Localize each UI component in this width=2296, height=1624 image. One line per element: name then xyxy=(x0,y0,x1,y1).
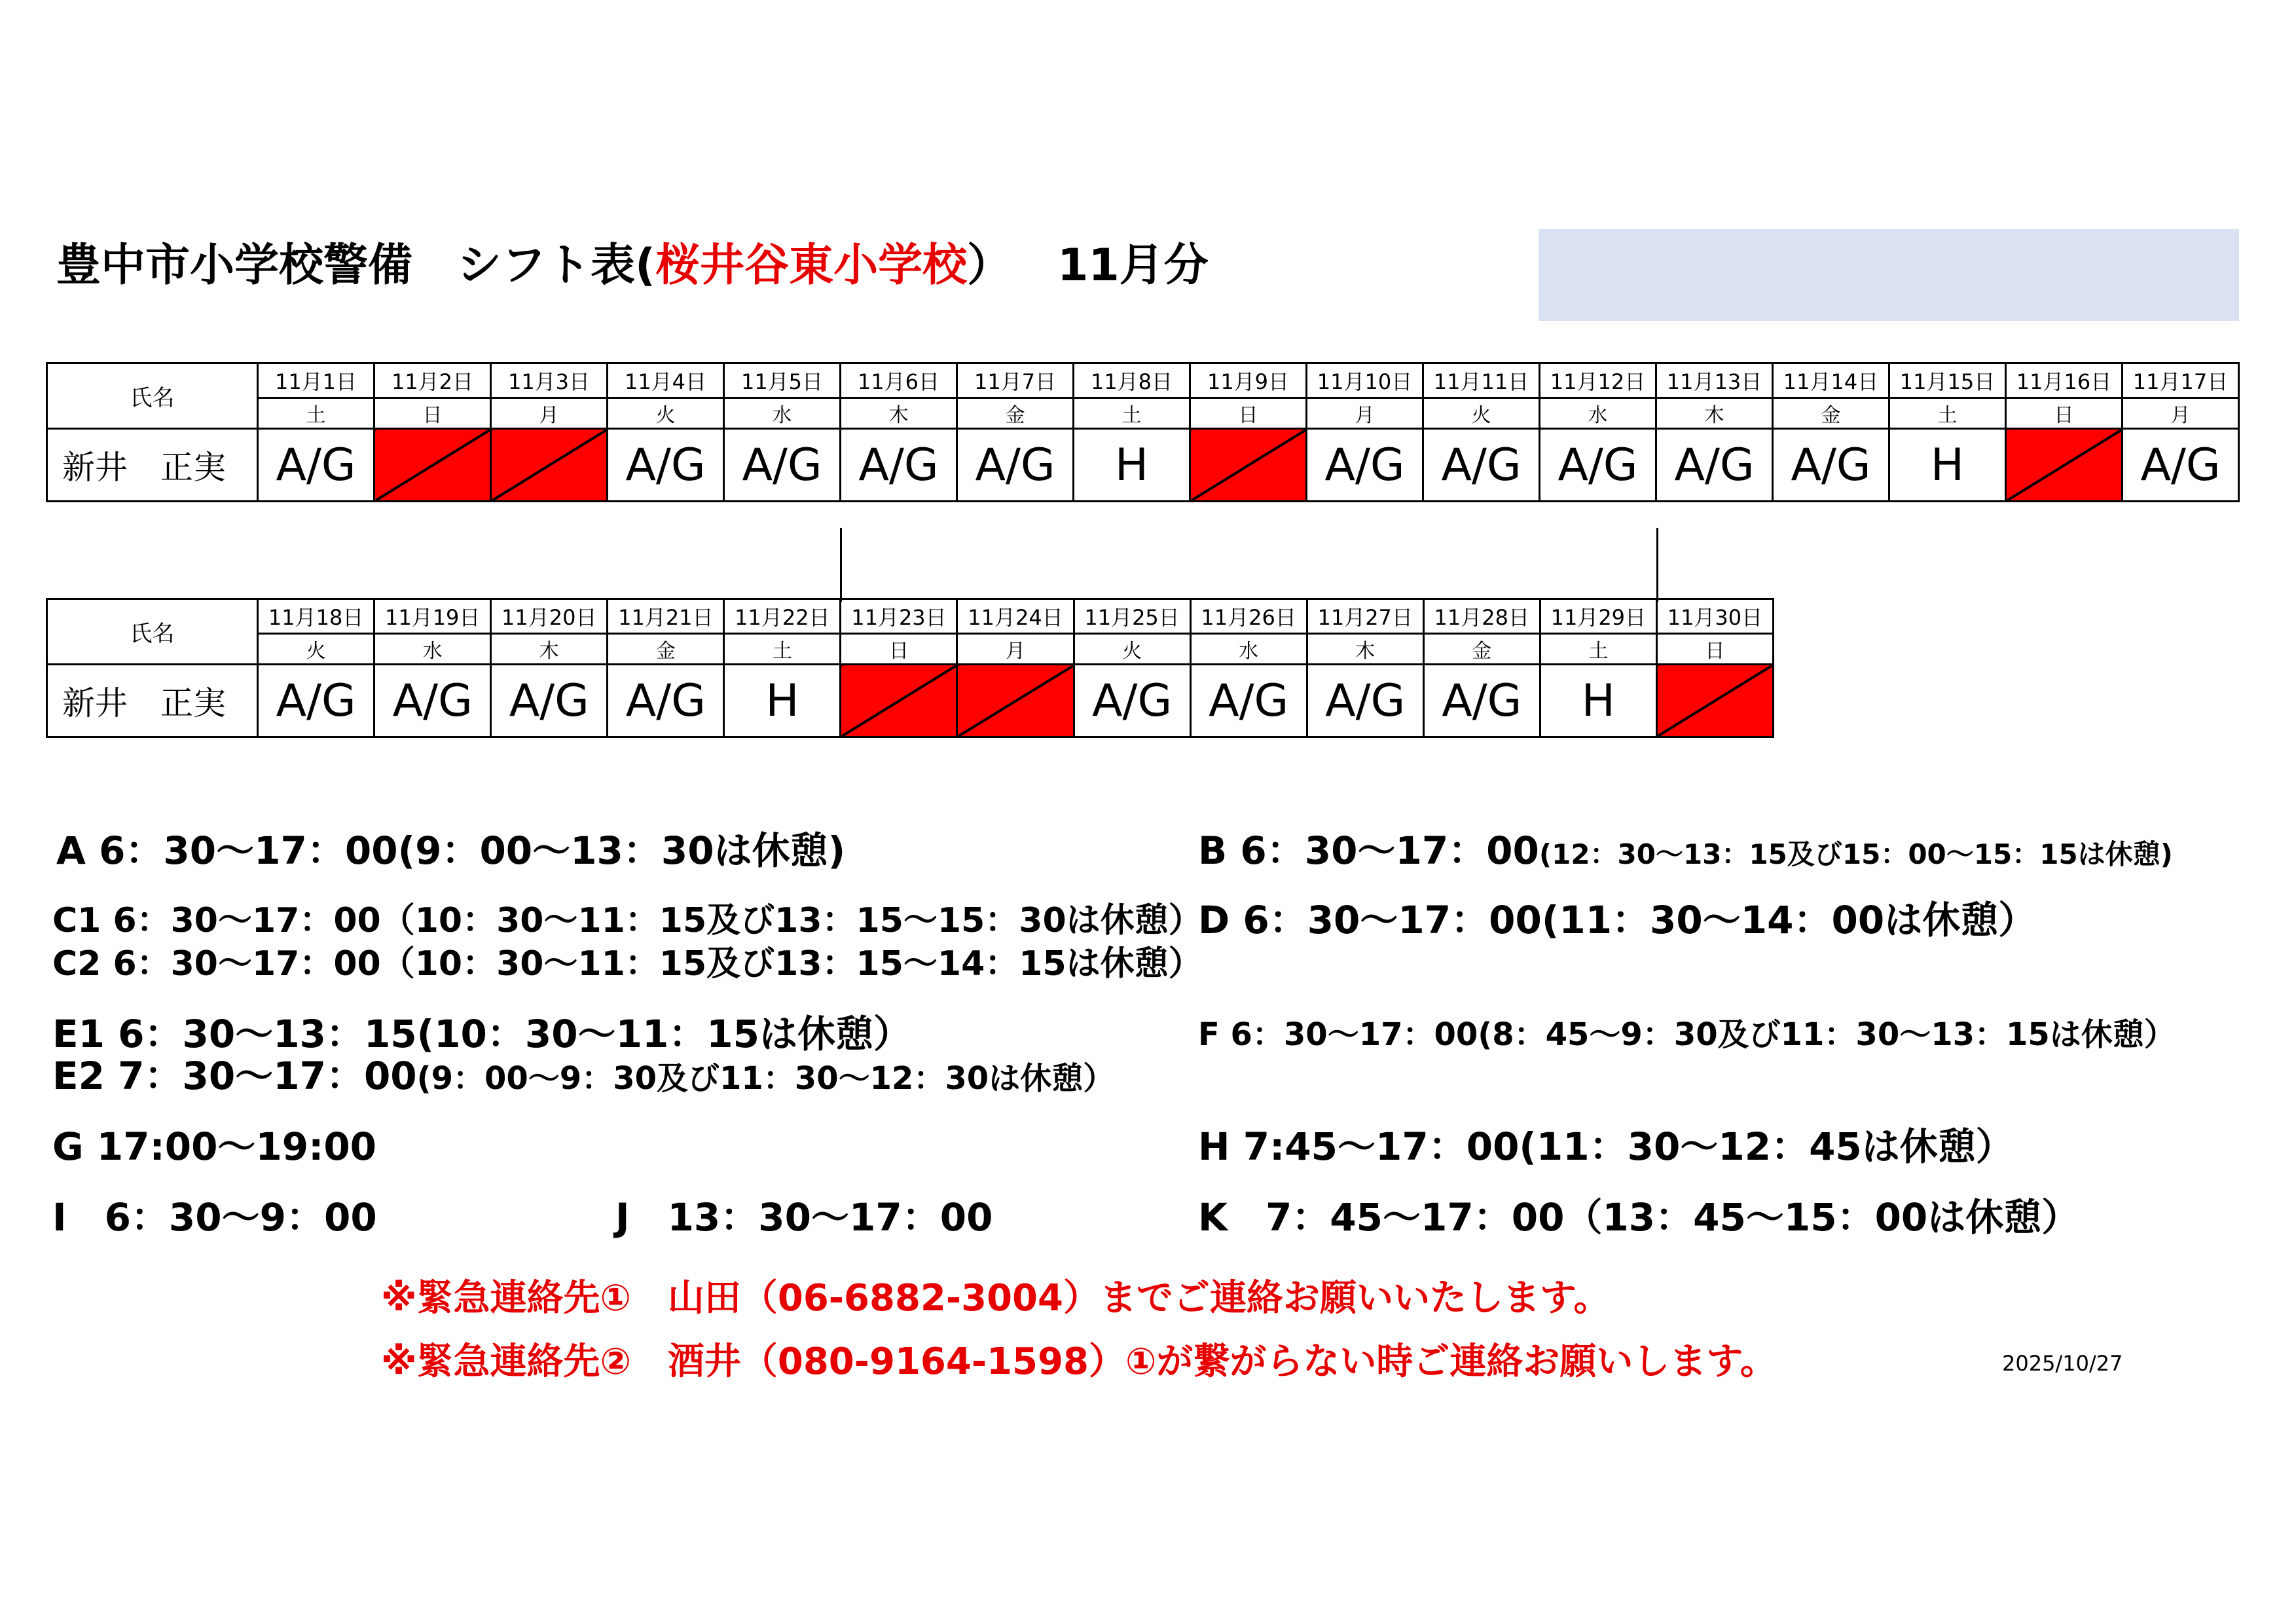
shift-cell: A/G xyxy=(1540,429,1656,502)
title-suffix: ） xyxy=(967,240,1012,291)
weekday-header: 金 xyxy=(957,398,1074,429)
shift-table-second-half xyxy=(46,598,1774,738)
weekday-header: 木 xyxy=(1656,398,1773,429)
date-header: 11月26日 xyxy=(1190,599,1307,634)
date-header: 11月25日 xyxy=(1074,599,1190,634)
shift-cell: H xyxy=(1540,665,1656,737)
shift-cell: A/G xyxy=(491,665,608,737)
date-header: 11月11日 xyxy=(1423,363,1540,398)
legend-e1: E1 6：30～13：15(10：30～11：15は休憩） xyxy=(52,1012,912,1056)
person-name: 新井 正実 xyxy=(47,665,258,737)
day-off-cell xyxy=(1656,665,1773,737)
weekday-header: 金 xyxy=(1423,634,1540,665)
day-off-cell xyxy=(957,665,1074,737)
weekday-header: 水 xyxy=(1190,634,1307,665)
shift-cell: A/G xyxy=(258,665,374,737)
weekday-header: 日 xyxy=(1656,634,1773,665)
weekday-header: 月 xyxy=(491,398,608,429)
date-header: 11月19日 xyxy=(374,599,491,634)
weekday-header: 日 xyxy=(1190,398,1307,429)
connector-line-right xyxy=(1656,528,1658,602)
shift-cell: H xyxy=(1889,429,2006,502)
legend-f: F 6：30～17：00(8：45～9：30及び11：30～13：15は休憩） xyxy=(1198,1016,2176,1053)
legend-b xyxy=(1198,828,2173,873)
date-header: 11月7日 xyxy=(957,363,1074,398)
date-header: 11月18日 xyxy=(258,599,374,634)
weekday-header: 日 xyxy=(841,634,957,665)
school-name: 桜井谷東小学校 xyxy=(655,240,968,291)
legend-d: D 6：30～17：00(11：30～14：00は休憩） xyxy=(1198,898,2037,942)
date-header: 11月15日 xyxy=(1889,363,2006,398)
weekday-header: 金 xyxy=(1773,398,1889,429)
date-header: 11月6日 xyxy=(841,363,957,398)
issue-date: 2025/10/27 xyxy=(2002,1351,2123,1376)
legend-e2-main: E2 7：30～17：00 xyxy=(52,1054,417,1098)
shift-cell: A/G xyxy=(1190,665,1307,737)
day-off-cell xyxy=(1190,429,1307,502)
page-title xyxy=(56,240,1209,291)
shift-cell: A/G xyxy=(258,429,374,502)
weekday-header: 土 xyxy=(1540,634,1656,665)
legend-e2 xyxy=(52,1054,1115,1098)
date-header: 11月5日 xyxy=(724,363,841,398)
shift-cell: A/G xyxy=(608,665,724,737)
day-off-cell xyxy=(374,429,491,502)
date-header: 11月16日 xyxy=(2006,363,2123,398)
shift-cell: A/G xyxy=(957,429,1074,502)
legend-c1: C1 6：30～17：00（10：30～11：15及び13：15～15：30は休憩） xyxy=(52,901,1203,940)
shift-cell: A/G xyxy=(724,429,841,502)
weekday-header: 日 xyxy=(374,398,491,429)
legend-g: G 17:00～19:00 xyxy=(52,1124,377,1169)
day-off-cell xyxy=(2006,429,2123,502)
name-header: 氏名 xyxy=(47,363,258,429)
weekday-header: 月 xyxy=(1307,398,1423,429)
date-header: 11月8日 xyxy=(1074,363,1190,398)
shift-cell: A/G xyxy=(1773,429,1889,502)
person-name: 新井 正実 xyxy=(47,429,258,502)
date-header: 11月14日 xyxy=(1773,363,1889,398)
shift-cell: A/G xyxy=(1656,429,1773,502)
date-header: 11月9日 xyxy=(1190,363,1307,398)
weekday-header: 火 xyxy=(1074,634,1190,665)
emergency-contact-1: ※緊急連絡先① 山田（06-6882-3004）までご連絡お願いいたします。 xyxy=(381,1277,1611,1320)
shift-cell: A/G xyxy=(841,429,957,502)
shift-cell: A/G xyxy=(1423,665,1540,737)
emergency-contact-2: ※緊急連絡先② 酒井（080-9164-1598）①が繋がらない時ご連絡お願いします。 xyxy=(381,1340,1777,1383)
legend-b-main: B 6：30～17：00 xyxy=(1198,828,1539,873)
shift-cell: A/G xyxy=(1074,665,1190,737)
legend-e2-note: (9：00～9：30及び11：30～12：30は休憩） xyxy=(416,1060,1115,1097)
connector-line-left xyxy=(840,528,842,602)
name-header: 氏名 xyxy=(47,599,258,665)
legend-a: A 6：30～17：00(9：00～13：30は休憩) xyxy=(56,828,846,873)
legend-j: J 13：30～17：00 xyxy=(615,1195,993,1240)
weekday-header: 水 xyxy=(724,398,841,429)
weekday-header: 火 xyxy=(258,634,374,665)
shift-cell: A/G xyxy=(374,665,491,737)
date-header: 11月29日 xyxy=(1540,599,1656,634)
date-header: 11月2日 xyxy=(374,363,491,398)
date-header: 11月28日 xyxy=(1423,599,1540,634)
weekday-header: 木 xyxy=(1307,634,1423,665)
weekday-header: 木 xyxy=(841,398,957,429)
legend-h: H 7:45～17：00(11：30～12：45は休憩） xyxy=(1198,1124,2014,1169)
legend-k: K 7：45～17：00（13：45～15：00は休憩） xyxy=(1198,1195,2080,1240)
blank-header-box xyxy=(1539,229,2239,321)
date-header: 11月1日 xyxy=(258,363,374,398)
shift-cell: A/G xyxy=(1423,429,1540,502)
day-off-cell xyxy=(841,665,957,737)
weekday-header: 土 xyxy=(1889,398,2006,429)
date-header: 11月17日 xyxy=(2123,363,2239,398)
legend-b-note: (12：30～13：15及び15：00～15：15は休憩) xyxy=(1539,838,2173,870)
title-prefix: 豊中市小学校警備 シフト表( xyxy=(56,240,656,291)
date-header: 11月22日 xyxy=(724,599,841,634)
weekday-header: 月 xyxy=(2123,398,2239,429)
date-header: 11月21日 xyxy=(608,599,724,634)
legend-c2: C2 6：30～17：00（10：30～11：15及び13：15～14：15は休憩） xyxy=(52,944,1203,984)
date-header: 11月10日 xyxy=(1307,363,1423,398)
weekday-header: 水 xyxy=(374,634,491,665)
weekday-header: 土 xyxy=(258,398,374,429)
date-header: 11月24日 xyxy=(957,599,1074,634)
weekday-header: 火 xyxy=(608,398,724,429)
shift-cell: A/G xyxy=(1307,665,1423,737)
day-off-cell xyxy=(491,429,608,502)
date-header: 11月27日 xyxy=(1307,599,1423,634)
title-month: 11月分 xyxy=(1057,240,1209,291)
weekday-header: 日 xyxy=(2006,398,2123,429)
weekday-header: 土 xyxy=(1074,398,1190,429)
shift-cell: A/G xyxy=(2123,429,2239,502)
date-header: 11月30日 xyxy=(1656,599,1773,634)
date-header: 11月3日 xyxy=(491,363,608,398)
legend-i: I 6：30～9：00 xyxy=(52,1195,377,1240)
shift-cell: A/G xyxy=(608,429,724,502)
date-header: 11月23日 xyxy=(841,599,957,634)
weekday-header: 水 xyxy=(1540,398,1656,429)
date-header: 11月4日 xyxy=(608,363,724,398)
shift-cell: H xyxy=(724,665,841,737)
weekday-header: 木 xyxy=(491,634,608,665)
shift-cell: H xyxy=(1074,429,1190,502)
shift-cell: A/G xyxy=(1307,429,1423,502)
date-header: 11月20日 xyxy=(491,599,608,634)
weekday-header: 土 xyxy=(724,634,841,665)
date-header: 11月13日 xyxy=(1656,363,1773,398)
weekday-header: 月 xyxy=(957,634,1074,665)
weekday-header: 金 xyxy=(608,634,724,665)
date-header: 11月12日 xyxy=(1540,363,1656,398)
shift-table-first-half xyxy=(46,362,2240,502)
weekday-header: 火 xyxy=(1423,398,1540,429)
